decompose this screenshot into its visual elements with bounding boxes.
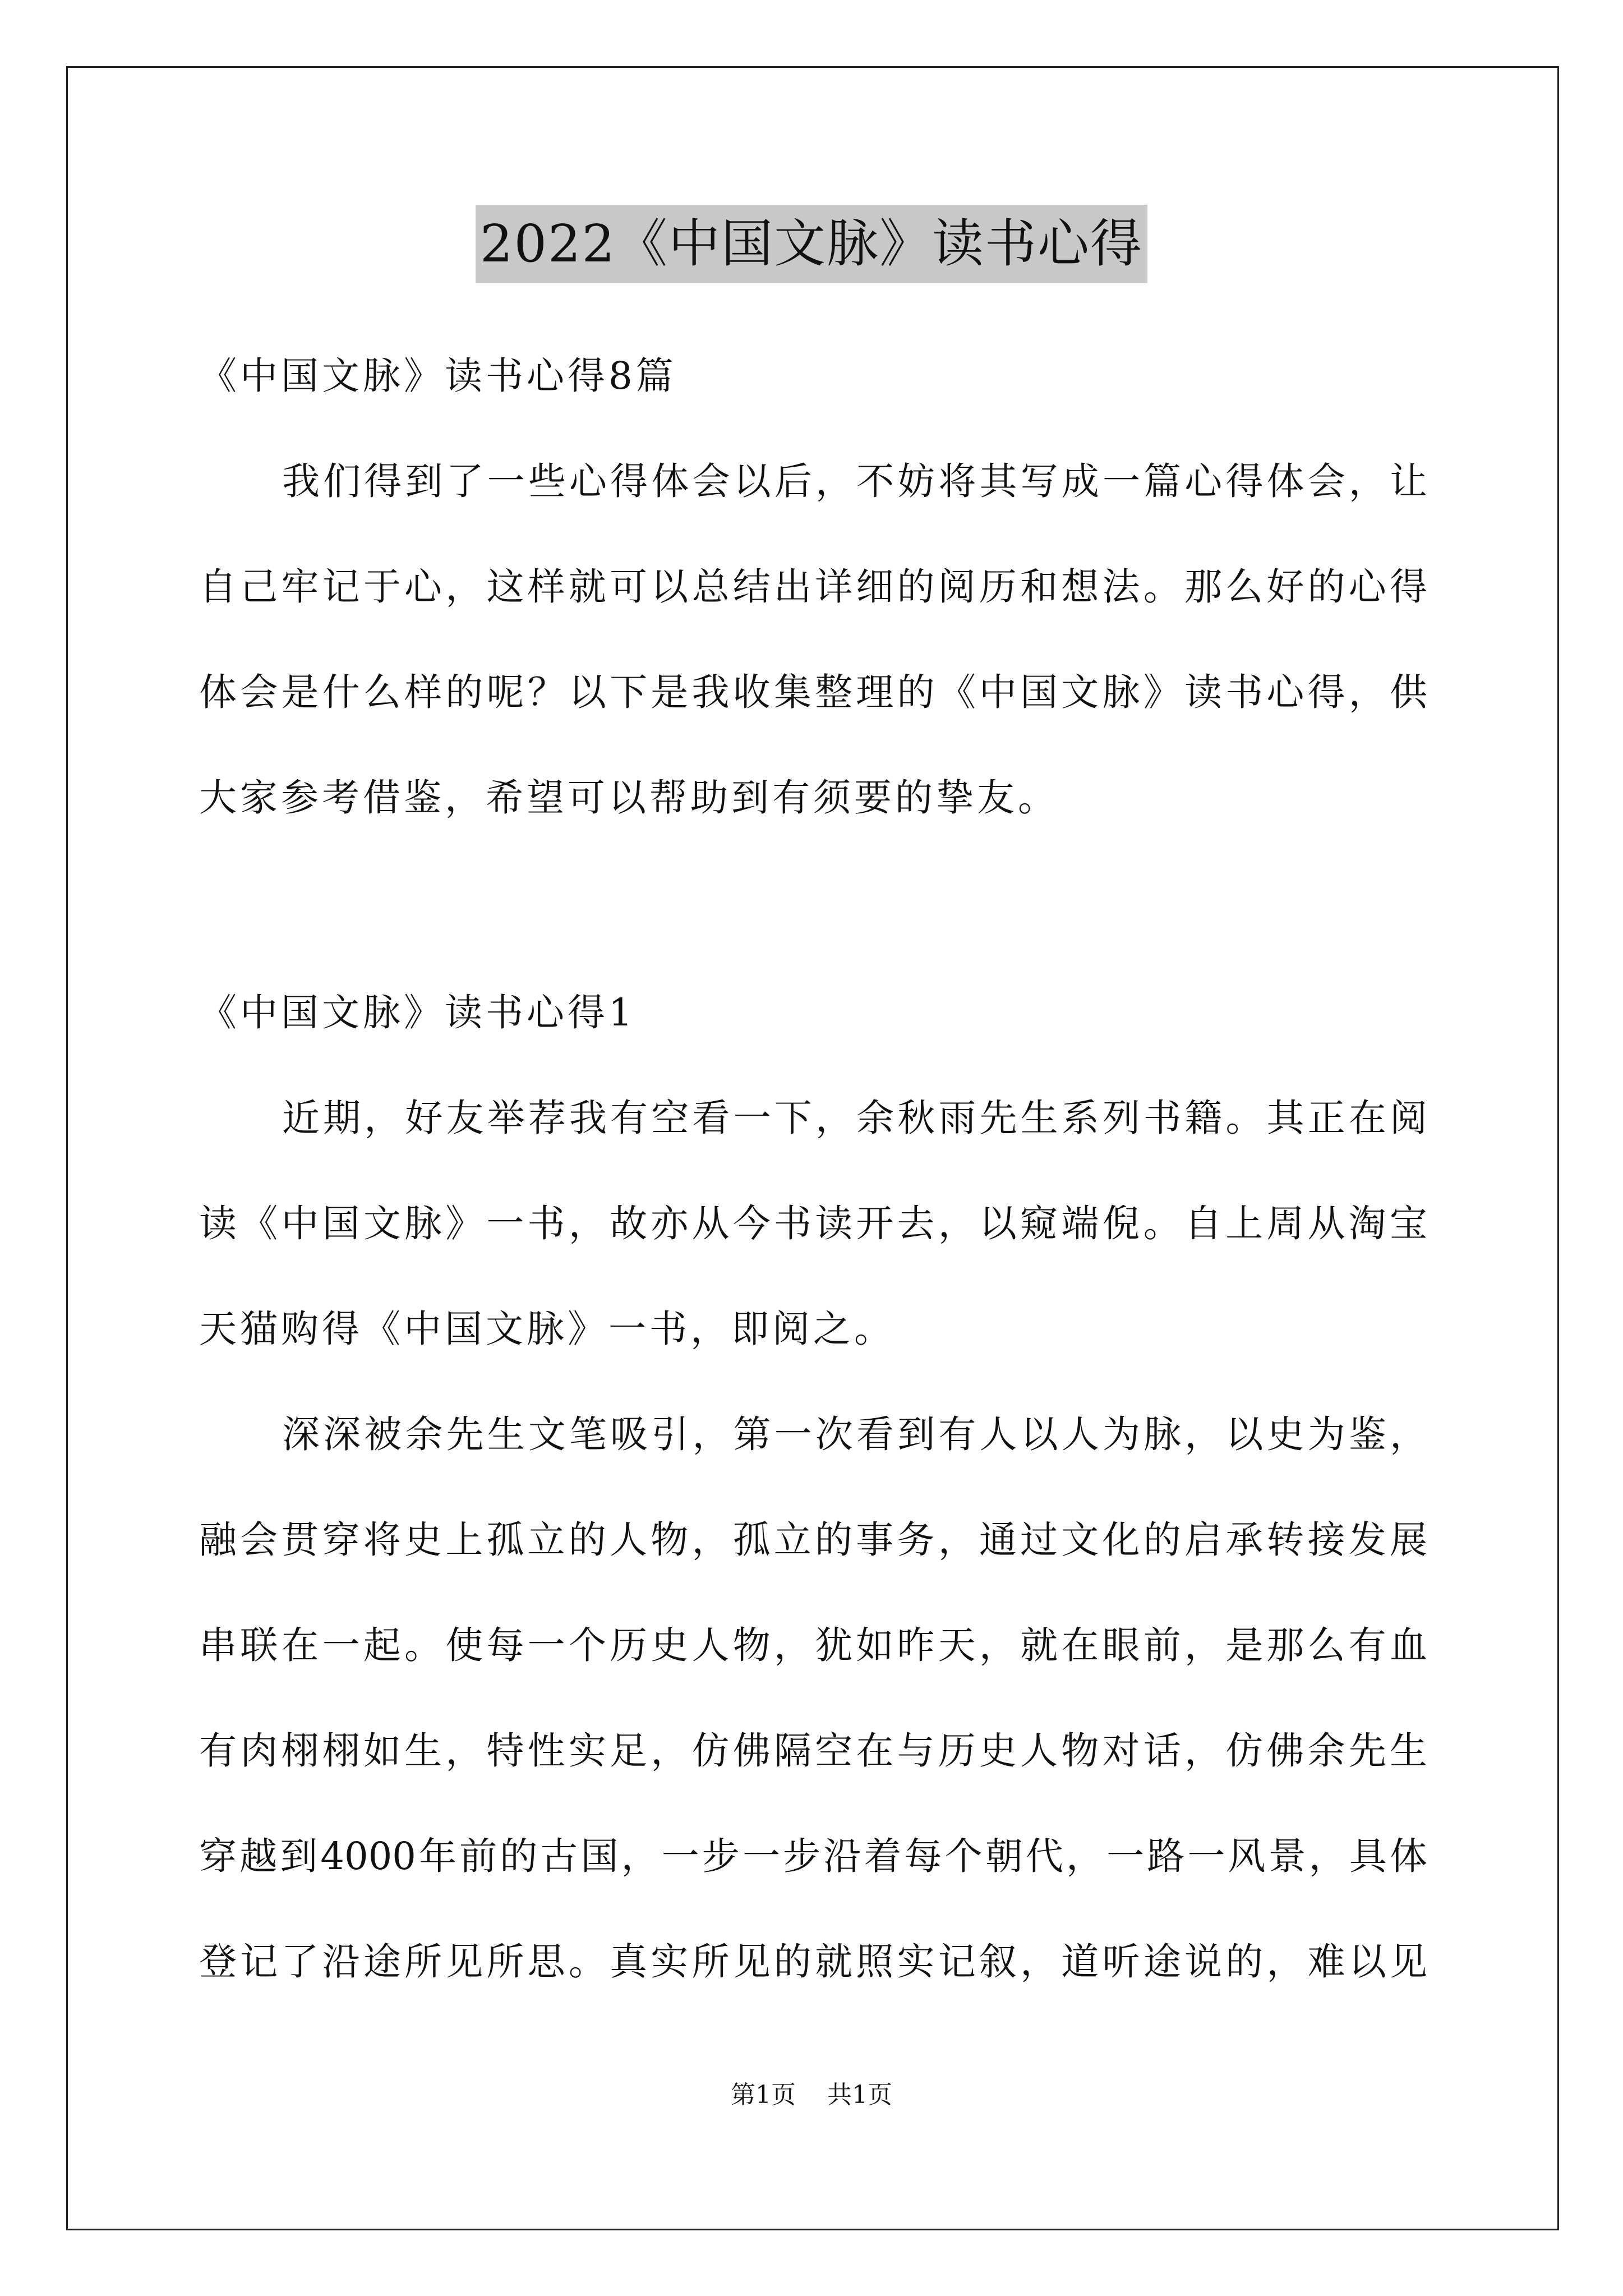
section-1-heading: 《中国文脉》读书心得1 [199, 991, 636, 1034]
section-1-p2-line-5: 穿越到4000年前的古国，一步一步沿着每个朝代，一路一风景，具体 [199, 1834, 1427, 1878]
intro-paragraph-line-4: 大家参考借鉴，希望可以帮助到有须要的挚友。 [199, 776, 1059, 820]
document-title: 2022《中国文脉》读书心得 [476, 205, 1147, 283]
document-body [199, 348, 1427, 2031]
section-1-p2-line-2: 融会贯穿将史上孤立的人物，孤立的事务，通过文化的启承转接发展 [199, 1518, 1427, 1562]
intro-paragraph-line-3: 体会是什么样的呢？以下是我收集整理的《中国文脉》读书心得，供 [199, 670, 1427, 714]
title-container [0, 205, 1623, 283]
section-1-p1-line-3: 天猫购得《中国文脉》一书，即阅之。 [199, 1307, 895, 1351]
section-1-p2-line-4: 有肉栩栩如生，特性实足，仿佛隔空在与历史人物对话，仿佛余先生 [199, 1729, 1427, 1773]
intro-paragraph-line-2: 自己牢记于心，这样就可以总结出详细的阅历和想法。那么好的心得 [199, 565, 1427, 609]
section-1-p1-line-2: 读《中国文脉》一书，故亦从今书读开去，以窥端倪。自上周从淘宝 [199, 1202, 1427, 1245]
section-1-p2-line-6: 登记了沿途所见所思。真实所见的就照实记叙，道听途说的，难以见 [199, 1940, 1427, 1984]
intro-heading: 《中国文脉》读书心得8篇 [199, 354, 677, 398]
intro-paragraph-line-1: 我们得到了一些心得体会以后，不妨将其写成一篇心得体会，让 [282, 459, 1427, 503]
section-1-p1-line-1: 近期，好友举荐我有空看一下，余秋雨先生系列书籍。其正在阅 [282, 1096, 1427, 1140]
section-1-p2-line-3: 串联在一起。使每一个历史人物，犹如昨天，就在眼前，是那么有血 [199, 1623, 1427, 1667]
page-number: 第1页 [731, 2081, 796, 2109]
page-total: 共1页 [827, 2081, 892, 2109]
page-footer [0, 2076, 1623, 2115]
section-1-p2-line-1: 深深被余先生文笔吸引，第一次看到有人以人为脉，以史为鉴， [282, 1412, 1427, 1456]
